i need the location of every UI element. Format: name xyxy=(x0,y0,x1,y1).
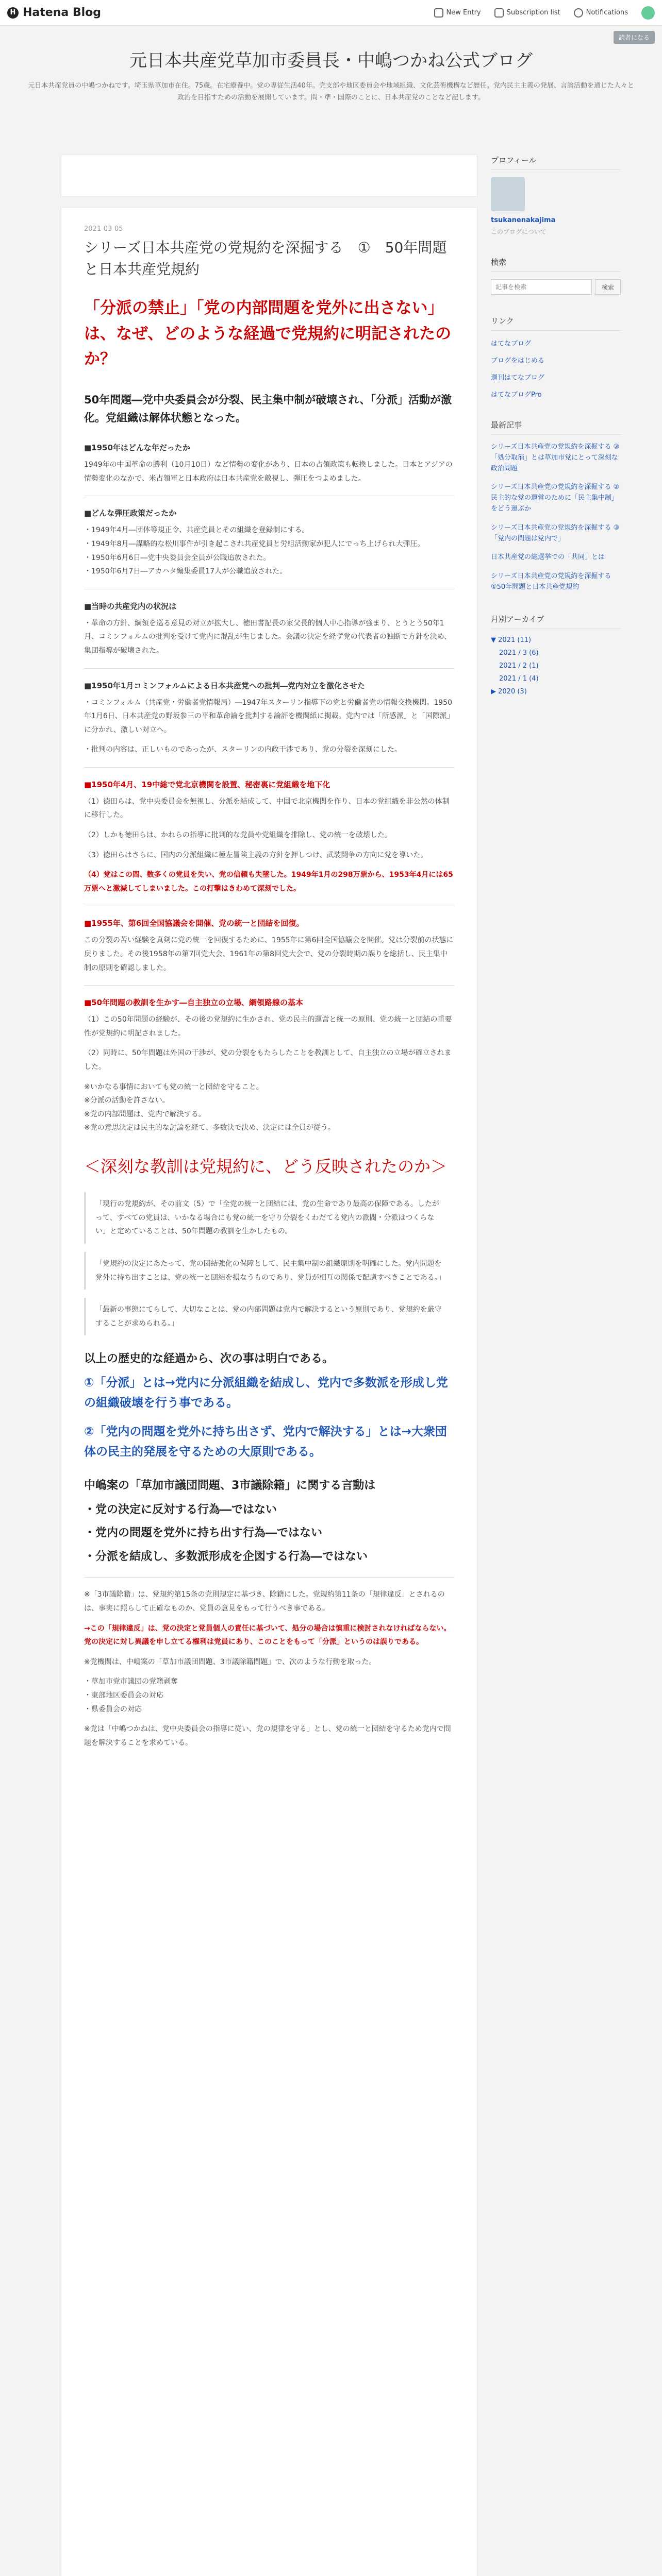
list-item: ※党の意思決定は民主的な討論を経て、多数決で決め、決定には全員が従う。 xyxy=(84,1124,335,1132)
divider xyxy=(84,1577,454,1578)
recent-entry-link[interactable]: 日本共産党の総選挙での「共同」とは xyxy=(491,553,605,562)
recent-entry-link[interactable]: シリーズ日本共産党の党規約を深掘する ①50年問題と日本共産党規約 xyxy=(491,572,611,591)
sidebar-link[interactable]: はてなブログ xyxy=(491,340,532,348)
notifications-label: Notifications xyxy=(586,9,628,16)
links-module xyxy=(491,315,621,399)
lesson-item: ②「党内の問題を党外に持ち出さず、党内で解決する」とは→大衆団体の民主的発展を守るための大原則である。 xyxy=(84,1425,447,1459)
sidebar xyxy=(491,155,621,716)
list-item: ・1949年8月―謀略的な松川事件が引き起こされ共産党員と労組活動家が犯人にでっち上げられ大弾圧。 xyxy=(84,539,425,548)
section-heading: ■どんな弾圧政策だったか xyxy=(84,509,177,518)
paragraph xyxy=(84,868,454,895)
profile-module xyxy=(491,155,621,236)
list-item: ・県委員会の対応 xyxy=(84,1705,142,1714)
list-item: ・1950年6月6日―党中央委員会全員が公職追放された。 xyxy=(84,553,271,562)
sidebar-link[interactable]: ブログをはじめる xyxy=(491,357,545,365)
blog-description: 元日本共産党員の中嶋つかねです。埼玉県草加市在住。75歳。在宅療養中。党の専従生活40年。党支部や地区委員会や地域組織、文化芸術機構など歴任。党内民主主義の発展、言論活動を通じた人々と政治を目指すための活動を展開しています。問・準・国際のことに、日本共産党のことなど記します。 xyxy=(28,82,634,102)
user-avatar[interactable] xyxy=(641,6,655,20)
recent-entry-link[interactable]: シリーズ日本共産党の党規約を深掘する ②民主的な党の運営のために「民主集中制」をどう運ぶか xyxy=(491,483,620,513)
list-item: ・1950年6月7日―アカハタ編集委員17人が公職追放された。 xyxy=(84,567,287,576)
paragraph: （2）しかも徳田らは、かれらの指導に批判的な党員や党組織を排除し、党の統一を破壊した。 xyxy=(84,831,392,840)
bullet-item: ・党の決定に反対する行為―ではない xyxy=(84,1503,277,1516)
entry-date[interactable]: 2021-03-05 xyxy=(84,225,123,233)
bell-icon xyxy=(574,8,583,18)
archive-month[interactable]: 2021 / 3 (6) xyxy=(499,649,539,657)
red-emphasis: （4）党はこの間、数多くの党員を失い、党の信頼も失墜した。1949年1月の298万票から、1953年4月には65万票へと激減してしまいました。この打撃はきわめて深刻でした。 xyxy=(84,871,453,893)
section2-title: ＜深刻な教訓は党規約に、どう反映されたのか＞ xyxy=(84,1156,448,1176)
bullet-item: ・党内の問題を党外に持ち出す行為―ではない xyxy=(84,1527,323,1540)
section-heading: ■1950年はどんな年だったか xyxy=(84,443,190,453)
profile-title: プロフィール xyxy=(491,155,621,170)
blog-header xyxy=(0,46,662,104)
bullet-item: ・分派を結成し、多数派形成を企図する行為―ではない xyxy=(84,1550,368,1563)
new-entry-button[interactable] xyxy=(434,8,481,18)
lead-heading: 「分派の禁止」「党の内部問題を党外に出さない」は、なぜ、どのような経過で党規約に明記されたのか？ xyxy=(84,299,452,369)
sidebar-link[interactable]: 週刊はてなブログ xyxy=(491,374,545,382)
recent-title: 最新記事 xyxy=(491,419,621,435)
recent-module xyxy=(491,419,621,593)
lessons-heading: 以上の歴史的な経過から、次の事は明白である。 xyxy=(84,1352,334,1366)
archive-title: 月別アーカイブ xyxy=(491,614,621,629)
search-input[interactable] xyxy=(491,279,592,295)
subscription-list-button[interactable] xyxy=(494,8,560,18)
paragraph: （2）同時に、50年問題は外国の干渉が、党の分裂をもたらしたことを教訓として、自主独立の立場が確立されました。 xyxy=(84,1049,452,1071)
search-title: 検索 xyxy=(491,257,621,272)
profile-id-link[interactable]: tsukanenakajima xyxy=(491,216,556,224)
paragraph: ※「3市議除籍」は、党規約第15条の党則規定に基づき、除籍にした。党規約第11条の「規律違反」とされるのは、事実に照らして正確なものか、党員の意見をもって行うべき事である。 xyxy=(84,1590,445,1613)
sidebar-link[interactable]: はてなブログPro xyxy=(491,391,542,399)
list-item: ※いかなる事情においても党の統一と団結を守ること。 xyxy=(84,1082,263,1091)
recent-entry-link[interactable]: シリーズ日本共産党の党規約を深掘する ③「党内の問題は党内で」 xyxy=(491,523,620,543)
paragraph: （3）徳田らはさらに、国内の分派組織に極左冒険主義の方針を押しつけ、武装闘争の方向に党を導いた。 xyxy=(84,851,428,859)
hatena-logo-icon: H xyxy=(7,7,19,19)
links-title: リンク xyxy=(491,315,621,331)
global-header xyxy=(0,0,662,26)
paragraph: ・革命の方針、綱領を巡る意見の対立が拡大し、徳田書記長の家父長的個人中心指導が強まり、とうとう50年1月、コミンフォルムの批判を受けて党内に混乱が生じました。会議の決定を経ず党の代表者の独断で方針を決め、集団指導が破壊された。 xyxy=(84,619,452,655)
search-module xyxy=(491,257,621,295)
pencil-icon xyxy=(434,8,443,18)
list-item: ※分派の活動を許さない。 xyxy=(84,1096,170,1105)
notifications-button[interactable] xyxy=(574,8,628,18)
list-item: ※党の内部問題は、党内で解決する。 xyxy=(84,1110,206,1118)
paragraph: この分裂の苦い経験を真剣に党の統一を回復するために、1955年に第6回全国協議会を開催。党は分裂前の状態に戻りました。その後1958年の第7回党大会、1961年の第8回党大会で、党の分裂時期の誤りを総括し、民主集中制の原則を確認しました。 xyxy=(84,936,454,972)
lesson-item: ①「分派」とは→党内に分派組織を結成し、党内で多数派を形成し党の組織破壊を行う事である。 xyxy=(84,1376,448,1410)
section-heading: ■50年問題の教訓を生かす―自主独立の立場、綱領路線の基本 xyxy=(84,998,304,1008)
archive-month[interactable]: 2021 / 1 (4) xyxy=(499,674,539,683)
paragraph: （1）この50年問題の経験が、その後の党規約に生かされ、党の民主的運営と統一の原則、党の統一と団結の重要性が党規約に明記されました。 xyxy=(84,1015,452,1038)
paragraph: 1949年の中国革命の勝利（10月10日）など情勢の変化があり、日本の占領政策も転換しました。日本とアジアの情勢変化のなかで、米占領軍と日本政府は日本共産党を敵視し、弾圧をつよめました。 xyxy=(84,461,453,483)
blockquote: 「最新の事態にてらして、大切なことは、党の内部問題は党内で解決するという原則であり、党規約を厳守することが求められる。」 xyxy=(84,1298,454,1335)
archive-year[interactable]: ▼ 2021 (11) xyxy=(491,636,532,644)
list-item: ・草加市党市議団の党籍剥奪 xyxy=(84,1677,178,1686)
section-heading: ■当時の共産党内の状況は xyxy=(84,601,177,611)
paragraph: ※党は「中嶋つかねは、党中央委員会の指導に従い、党の規律を守る」とし、党の統一と団結を守るため党内で問題を解決することを求めている。 xyxy=(84,1725,451,1747)
new-entry-label: New Entry xyxy=(446,9,481,16)
red-emphasis: →この「規律違反」は、党の決定と党員個人の責任に基づいて、処分の場合は慎重に検討されなければならない。党の決定に対し異議を申し立てる権利は党員にあり、このことをもって「分派」というのは誤りである。 xyxy=(84,1624,451,1647)
recent-entry-link[interactable]: シリーズ日本共産党の党規約を深掘する ③「処分取消」とは草加市党にとって深刻な政治問題 xyxy=(491,443,620,472)
divider xyxy=(84,668,454,669)
sub-heading: 中嶋案の「草加市議団問題、3市議除籍」に関する言動は xyxy=(84,1479,376,1492)
intro-paragraph: 50年問題―党中央委員会が分裂、民主集中制が破壊され、「分派」活動が激化。党組織は解体状態となった。 xyxy=(84,393,452,425)
section-heading: ■1950年4月、19中総で党北京機関を設置、秘密裏に党組織を地下化 xyxy=(84,779,330,789)
blockquote: 「現行の党規約が、その前文（5）で「全党の統一と団結には、党の生命であり最高の保障である。したがって、すべての党員は、いかなる場合にも党の統一を守り分裂をくわだてる党内の派閥・分派はつくらない」と定めていることは、50年問題の教訓を生かしたもの。 xyxy=(84,1192,454,1244)
blockquote: 「党規約の決定にあたって、党の団結強化の保障として、民主集中制の組織原則を明確にした。党内問題を党外に持ち出すことは、党の統一と団結を損なうものであり、党員が相互の関係で配慮すべきことである。」 xyxy=(84,1252,454,1290)
brand-name: Hatena Blog xyxy=(23,6,102,19)
list-item: ・1949年4月―団体等規正令、共産党員とその組織を登録制にする。 xyxy=(84,526,309,535)
entry-body xyxy=(84,296,454,1750)
paragraph: ※党機関は、中嶋案の「草加市議団問題、3市議除籍問題」で、次のような行動を取った。 xyxy=(84,1657,376,1666)
search-button[interactable]: 検索 xyxy=(595,279,621,295)
profile-avatar[interactable] xyxy=(491,177,525,211)
blog-title[interactable]: 元日本共産党草加市委員長・中嶋つかね公式ブログ xyxy=(129,50,533,71)
hatena-brand[interactable] xyxy=(7,6,101,19)
article xyxy=(61,207,477,2576)
list-item: ・東部地区委員会の対応 xyxy=(84,1691,163,1700)
paragraph: （1）徳田らは、党中央委員会を無視し、分派を結成して、中国で北京機関を作り、日本の党組織を非公然の体制に移行した。 xyxy=(84,797,450,820)
list-icon xyxy=(494,8,504,18)
main-column xyxy=(61,155,477,2576)
section-heading: ■1950年1月コミンフォルムによる日本共産党への批判―党内対立を激化させた xyxy=(84,681,366,690)
section-heading: ■1955年、第6回全国協議会を開催、党の統一と団結を回復。 xyxy=(84,919,304,928)
subscription-label: Subscription list xyxy=(506,9,560,16)
subscribe-reader-button[interactable]: 読者になる xyxy=(614,31,655,44)
archive-month[interactable]: 2021 / 2 (1) xyxy=(499,662,539,670)
about-blog-link[interactable]: このブログについて xyxy=(491,228,547,235)
archive-year[interactable]: ▶ 2020 (3) xyxy=(491,687,527,696)
paragraph: ・批判の内容は、正しいものであったが、スターリンの内政干渉であり、党の分裂を深刻にした。 xyxy=(84,745,402,754)
divider xyxy=(84,985,454,986)
entry-title[interactable]: シリーズ日本共産党の党規約を深掘する ① 50年問題と日本共産党規約 xyxy=(84,239,447,278)
ad-area xyxy=(61,155,477,197)
paragraph xyxy=(84,1622,454,1649)
divider xyxy=(84,767,454,768)
archive-module xyxy=(491,614,621,696)
paragraph: ・コミンフォルム（共産党・労働者党情報局）―1947年スターリン指導下の党と労働者党の情報交換機関。1950年1月6日、日本共産党の野坂参三の平和革命論を批判する論評を機関紙に掲載。党内では「所感派」と「国際派」に分かれ、激しい対立へ。 xyxy=(84,698,454,734)
